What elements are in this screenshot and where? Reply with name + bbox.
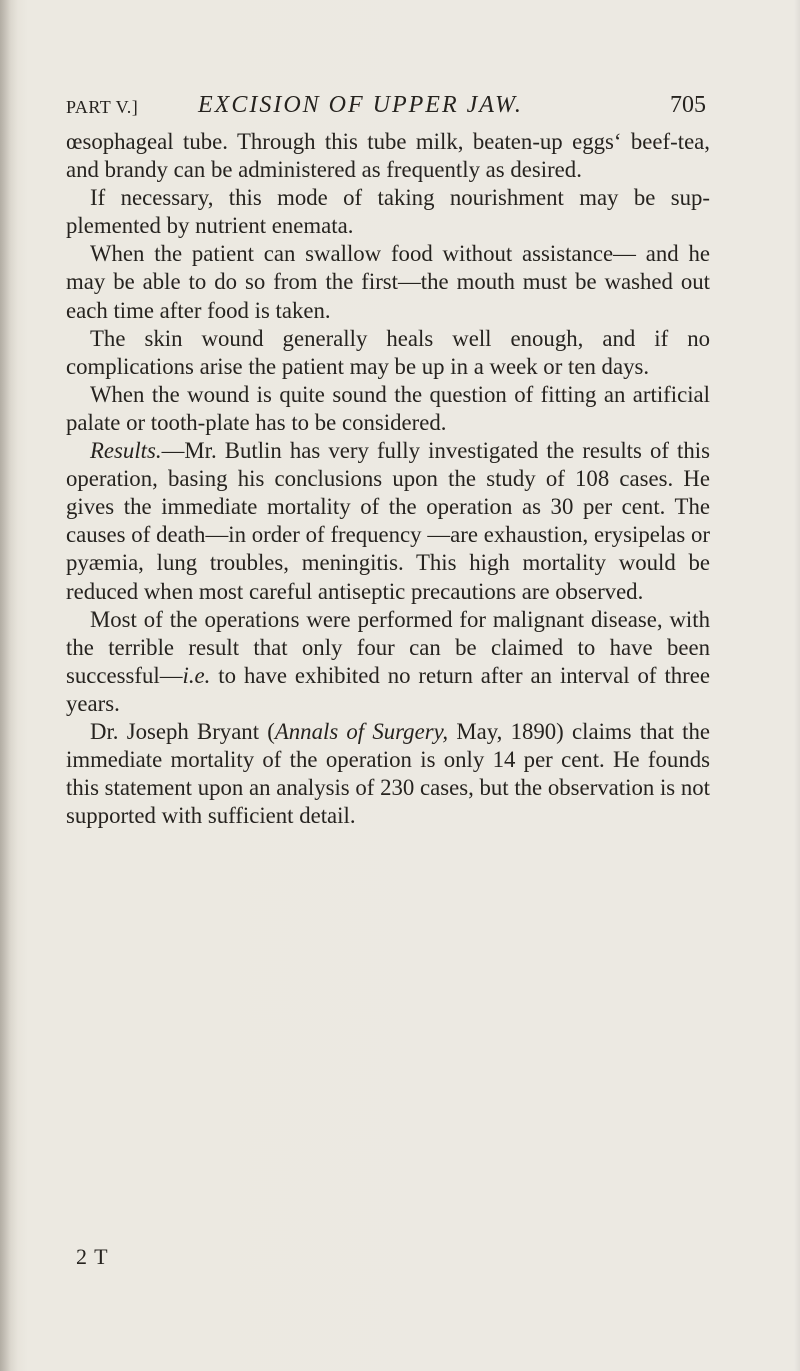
paragraph-text: When the wound is quite sound the question of fitting an artificial palate or tooth-plate has to be considered. bbox=[66, 381, 710, 435]
paragraph-5 bbox=[66, 381, 710, 437]
paragraph-3 bbox=[66, 240, 710, 324]
results-heading: Results. bbox=[90, 438, 162, 464]
paragraph-text: œsophageal tube. Through this tube milk, beaten-up eggs‘ beef-tea, and brandy can be administered as frequently as desired. bbox=[66, 129, 710, 183]
paragraph-1 bbox=[66, 128, 710, 184]
results-paragraph bbox=[66, 437, 710, 606]
paragraph-7 bbox=[66, 606, 710, 718]
paragraph-text: If necessary, this mode of taking nourishment may be supplemented by nutrient enemata. bbox=[66, 185, 710, 239]
paragraph-8 bbox=[66, 718, 710, 830]
paragraph-text: Dr. Joseph Bryant ( bbox=[90, 718, 275, 744]
running-part-label: PART V.] bbox=[66, 97, 139, 117]
paragraph-text: When the patient can swallow food without assistance— and he may be able to do so from the first—the mouth must be washed out each time after food is taken. bbox=[66, 241, 710, 323]
running-header bbox=[66, 88, 710, 122]
paragraph-text: The skin wound generally heals well enough, and if no complications arise the patient may be up in a week or ten days. bbox=[66, 325, 710, 379]
printer-signature-mark: 2 T bbox=[76, 1244, 109, 1269]
page-spine-shadow bbox=[0, 0, 18, 1371]
italic-abbreviation: i.e. bbox=[182, 662, 211, 688]
page-number: 705 bbox=[670, 92, 706, 118]
paragraph-4 bbox=[66, 325, 710, 381]
paragraph-2 bbox=[66, 184, 710, 240]
paragraph-text: to have exhibited no return after an interval of three years. bbox=[66, 662, 710, 716]
paragraph-text: Most of the operations were performed for malignant disease, with the terrible result that only four can be claimed to have been successful— bbox=[66, 606, 710, 688]
page-body bbox=[66, 128, 710, 830]
paragraph-text: —Mr. Butlin has very fully investigated the results of this operation, basing his conclusions upon the study of 108 cases. He gives the immediate mortality of the operation as 30 per cent. The causes of death—in order of frequency —are exhaustion, erysipelas or pyæmia, lung troubles, meningitis. This high mortality would be reduced when most careful antiseptic precautions are observed. bbox=[66, 438, 710, 604]
paragraph-text: May, 1890) claims that the immediate mortality of the operation is only 14 per cent. He founds this statement upon an analysis of 230 cases, but the observation is not supported with sufficient detail. bbox=[66, 718, 710, 829]
running-title: EXCISION OF UPPER JAW. bbox=[198, 92, 523, 118]
citation-title: Annals of Surgery, bbox=[274, 718, 449, 744]
